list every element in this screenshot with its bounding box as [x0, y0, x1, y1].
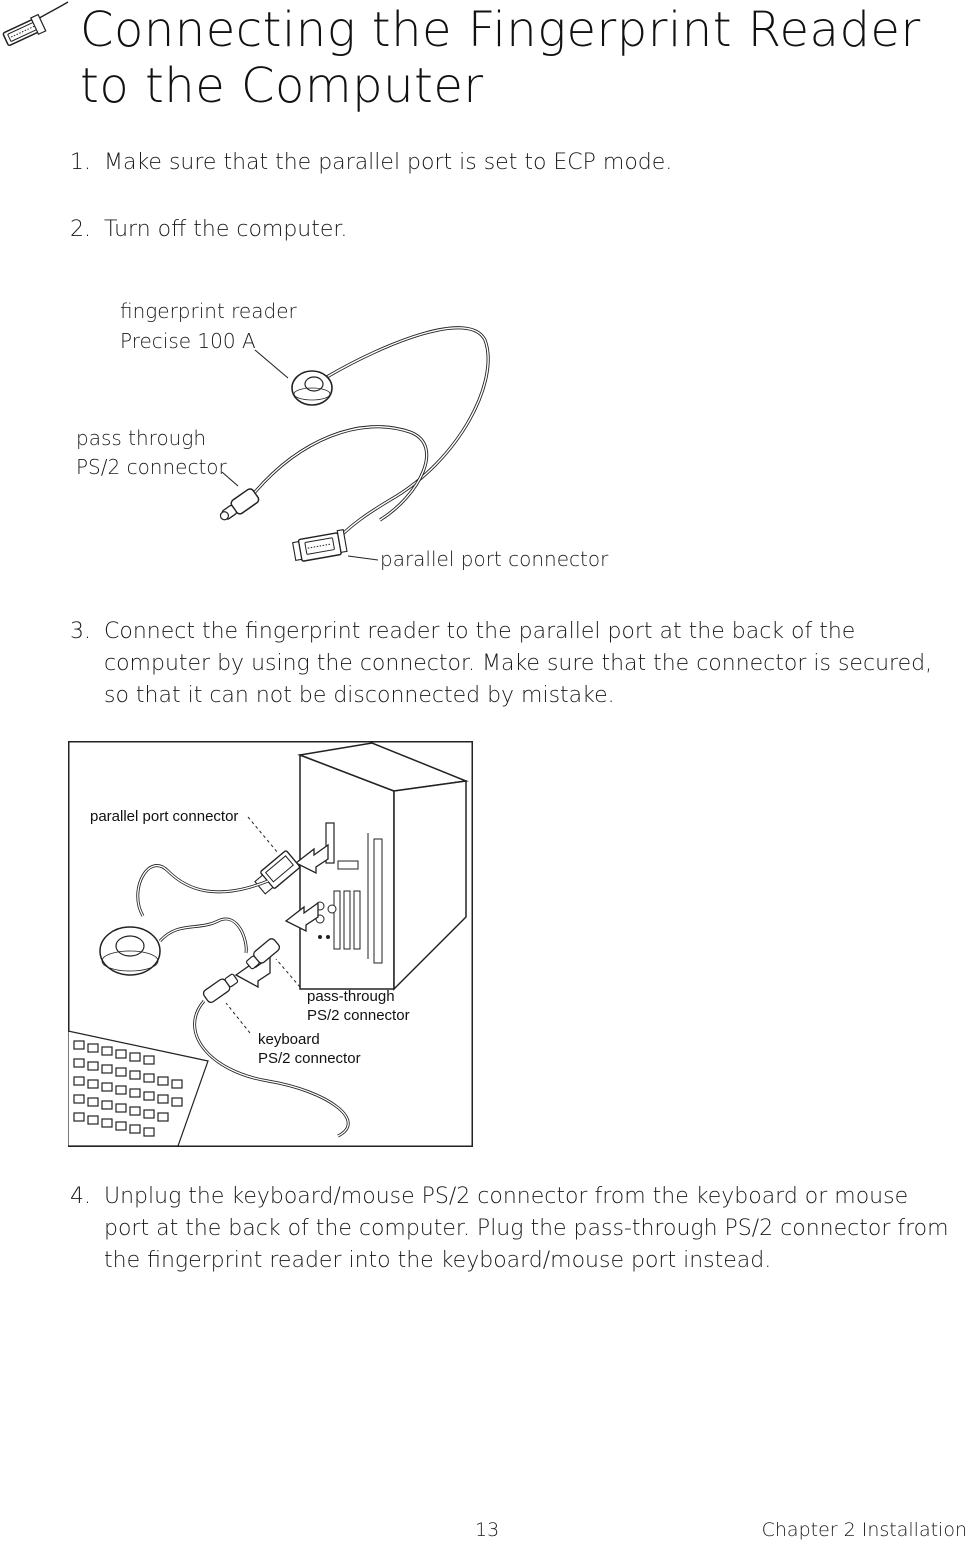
step-3	[70, 616, 960, 712]
step-text: Turn off the computer.	[104, 217, 348, 242]
fig2-parallel-label: parallel port connector	[90, 808, 239, 825]
reader-label-line-1: fingerprint reader	[120, 299, 297, 323]
parallel-port-connector-icon	[292, 530, 347, 563]
ps2-label-line-1: pass through	[76, 426, 207, 450]
step-number: 2.	[70, 217, 91, 242]
step-text: Make sure that the parallel port is set to ECP mode.	[104, 150, 673, 175]
fig2-passthrough-label-2: PS/2 connector	[307, 1007, 410, 1024]
parallel-label: parallel port connector	[380, 547, 609, 571]
fingerprint-reader-icon	[292, 371, 332, 405]
fig2-keyboard-label-2: PS/2 connector	[258, 1050, 361, 1067]
parallel-connector-icon	[0, 0, 70, 50]
page-number: 13	[475, 1519, 500, 1541]
reader-label-line-2: Precise 100 A	[120, 329, 256, 353]
step-number: 1.	[70, 150, 91, 175]
step-text: Unplug the keyboard/mouse PS/2 connector from the keyboard or mouse port at the back of the computer. Plug the pass-through PS/2 connector from the fingerprint reader into the keyboard/mouse port instead.	[104, 1184, 949, 1273]
fig2-passthrough-label-1: pass-through	[307, 988, 395, 1005]
ps2-connector-icon	[217, 487, 261, 524]
chapter-label: Chapter 2 Installation	[761, 1519, 967, 1541]
step-text: Connect the fingerprint reader to the parallel port at the back of the computer by using the connector. Make sure that the connector is secured, so that it can not be disconnected by mistake.	[104, 619, 933, 708]
ps2-label-line-2: PS/2 connector	[76, 455, 227, 479]
step-2	[70, 214, 950, 246]
fig2-keyboard-label-1: keyboard	[258, 1031, 320, 1048]
step-number: 4.	[70, 1184, 91, 1209]
page-title: Connecting the Fingerprint Reader to the Computer	[80, 2, 921, 114]
figure-computer-connection	[68, 741, 473, 1147]
step-1	[70, 147, 950, 179]
fingerprint-reader-icon	[100, 927, 160, 975]
step-number: 3.	[70, 619, 91, 644]
step-4	[70, 1181, 960, 1277]
